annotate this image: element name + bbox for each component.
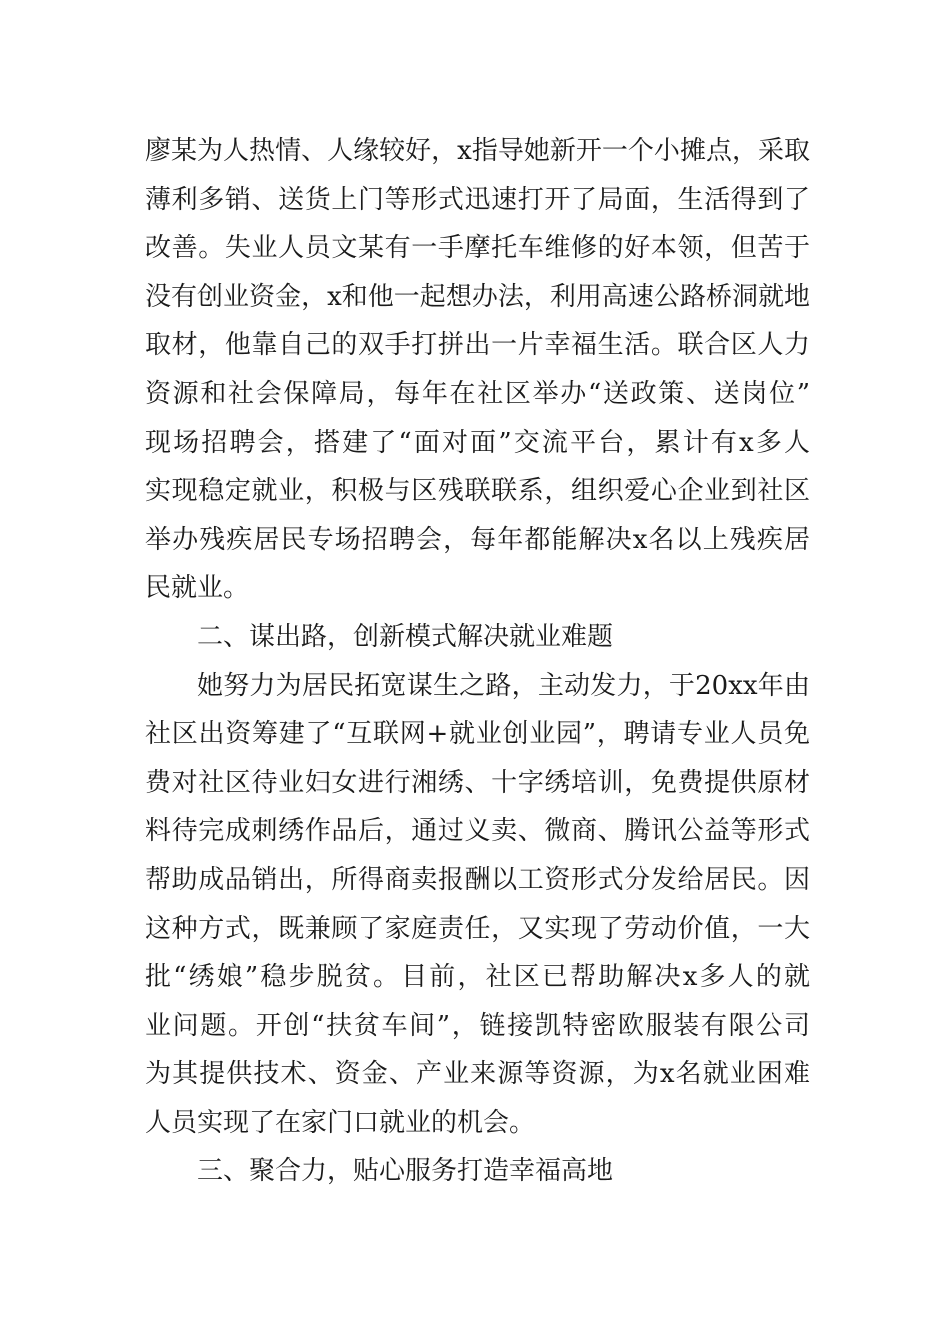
paragraph-line: 为其提供技术、资金、产业来源等资源，为x名就业困难 bbox=[145, 1059, 810, 1090]
paragraph-1 bbox=[145, 127, 810, 613]
section-heading-3: 三、聚合力，贴心服务打造幸福高地 bbox=[197, 1156, 614, 1187]
paragraph-line: 没有创业资金，x和他一起想办法，利用高速公路桥洞就地 bbox=[145, 281, 810, 312]
paragraph-line: 现场招聘会，搭建了“面对面”交流平台，累计有x多人 bbox=[145, 427, 810, 458]
paragraph-line: 民就业。 bbox=[145, 573, 250, 604]
paragraph-line: 廖某为人热情、人缘较好，x指导她新开一个小摊点，采取 bbox=[145, 136, 810, 166]
paragraph-2 bbox=[145, 662, 810, 1148]
paragraph-line: 人员实现了在家门口就业的机会。 bbox=[145, 1107, 536, 1138]
paragraph-line: 改善。失业人员文某有一手摩托车维修的好本领，但苦于 bbox=[145, 233, 810, 264]
paragraph-line: 她努力为居民拓宽谋生之路，主动发力，于20xx年由 bbox=[197, 670, 810, 701]
paragraph-line: 资源和社会保障局，每年在社区举办“送政策、送岗位” bbox=[145, 378, 810, 409]
paragraph-line: 这种方式，既兼顾了家庭责任，又实现了劳动价值，一大 bbox=[145, 913, 810, 944]
paragraph-line: 取材，他靠自己的双手打拼出一片幸福生活。联合区人力 bbox=[145, 330, 810, 361]
paragraph-line: 薄利多销、送货上门等形式迅速打开了局面，生活得到了 bbox=[145, 184, 810, 215]
paragraph-line: 举办残疾居民专场招聘会，每年都能解决x名以上残疾居 bbox=[145, 524, 810, 555]
section-heading-2: 二、谋出路，创新模式解决就业难题 bbox=[197, 621, 614, 652]
paragraph-line: 社区出资筹建了“互联网+就业创业园”，聘请专业人员免 bbox=[145, 719, 810, 750]
paragraph-line: 实现稳定就业，积极与区残联联系，组织爱心企业到社区 bbox=[145, 476, 810, 507]
document-body bbox=[145, 127, 810, 1196]
paragraph-line: 帮助成品销出，所得商卖报酬以工资形式分发给居民。因 bbox=[145, 864, 810, 895]
paragraph-line: 费对社区待业妇女进行湘绣、十字绣培训，免费提供原材 bbox=[145, 767, 810, 798]
paragraph-line: 业问题。开创“扶贫车间”，链接凯特密欧服装有限公司 bbox=[145, 1010, 810, 1041]
paragraph-line: 批“绣娘”稳步脱贫。目前，社区已帮助解决x多人的就 bbox=[145, 962, 810, 993]
paragraph-line: 料待完成刺绣作品后，通过义卖、微商、腾讯公益等形式 bbox=[145, 816, 810, 847]
